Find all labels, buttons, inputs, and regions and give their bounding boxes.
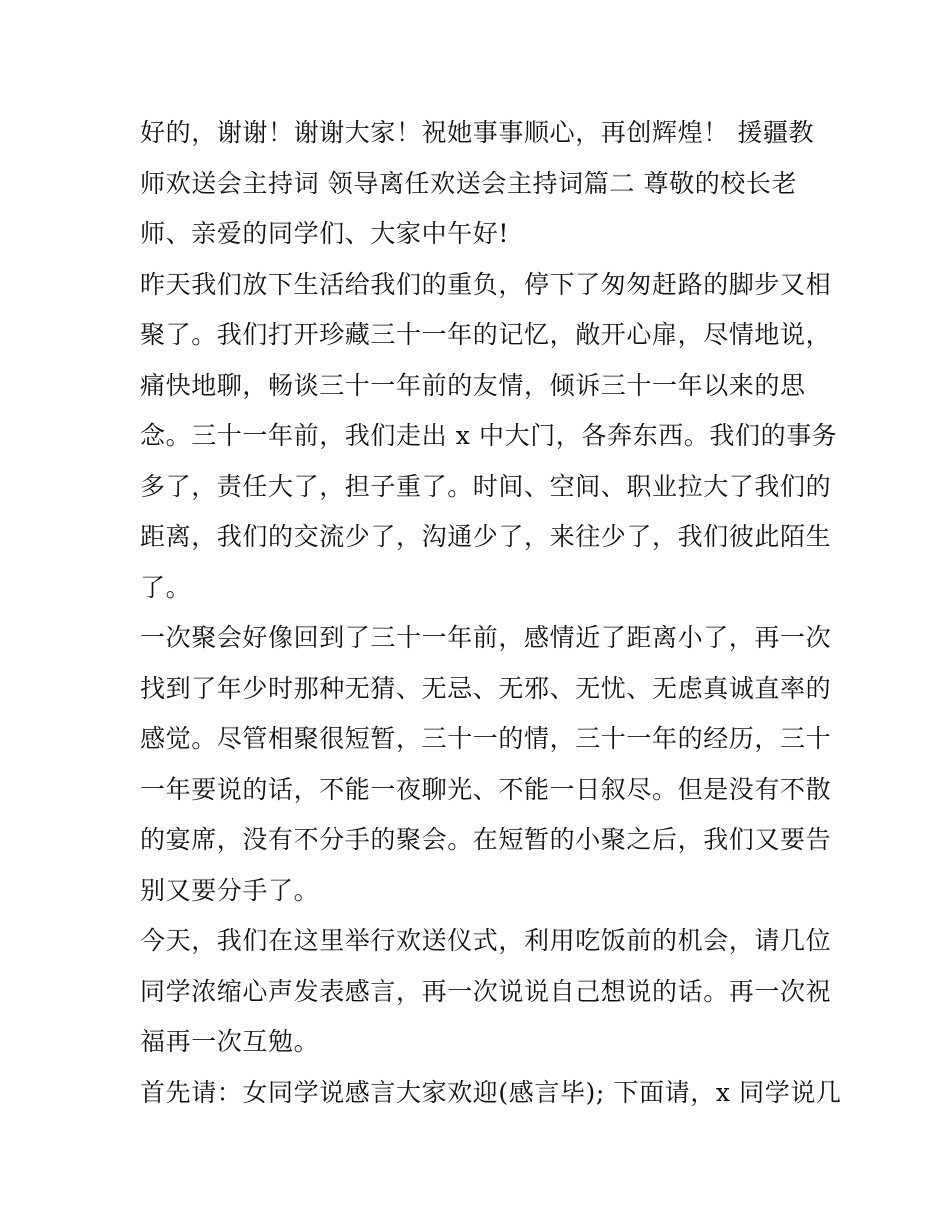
text-line-14: 一年要说的话，不能一夜聊光、不能一日叙尽。但是没有不散 xyxy=(140,774,832,804)
text-line-10: 了。 xyxy=(140,572,192,602)
text-line-8: 多了，责任大了，担子重了。时间、空间、职业拉大了我们的 xyxy=(140,471,832,501)
text-line-4: 昨天我们放下生活给我们的重负，停下了匆匆赶路的脚步又相 xyxy=(140,269,832,299)
text-line-6: 痛快地聊，畅谈三十一年前的友情，倾诉三十一年以来的思 xyxy=(140,370,806,400)
text-line-1: 好的，谢谢！谢谢大家！祝她事事顺心，再创辉煌！ 援疆教 xyxy=(140,118,815,147)
text-line-13: 感觉。尽管相聚很短暂，三十一的情，三十一年的经历，三十 xyxy=(140,724,832,753)
text-line-17: 今天，我们在这里举行欢送仪式，利用吃饭前的机会，请几位 xyxy=(140,926,832,955)
text-line-16: 别又要分手了。 xyxy=(140,875,320,905)
text-line-18: 同学浓缩心声发表感言，再一次说说自己想说的话。再一次祝 xyxy=(140,976,832,1006)
text-line-5: 聚了。我们打开珍藏三十一年的记忆，敞开心扉，尽情地说， xyxy=(140,320,832,349)
text-line-2: 师欢送会主持词 领导离任欢送会主持词篇二 尊敬的校长老 xyxy=(140,168,798,198)
text-line-3: 师、亲爱的同学们、大家中午好! xyxy=(140,219,510,248)
text-line-20: 首先请：女同学说感言大家欢迎(感言毕); 下面请，x 同学说几 xyxy=(140,1077,842,1107)
document-body xyxy=(140,108,842,1118)
text-line-7: 念。三十一年前，我们走出 x 中大门，各奔东西。我们的事务 xyxy=(140,421,838,450)
text-line-19: 福再一次互勉。 xyxy=(140,1027,320,1056)
text-line-9: 距离，我们的交流少了，沟通少了，来往少了，我们彼此陌生 xyxy=(140,522,832,551)
text-line-12: 找到了年少时那种无猜、无忌、无邪、无忧、无虑真诚直率的 xyxy=(140,673,832,703)
text-line-15: 的宴席，没有不分手的聚会。在短暂的小聚之后，我们又要告 xyxy=(140,825,832,854)
text-line-11: 一次聚会好像回到了三十一年前，感情近了距离小了，再一次 xyxy=(140,623,832,652)
